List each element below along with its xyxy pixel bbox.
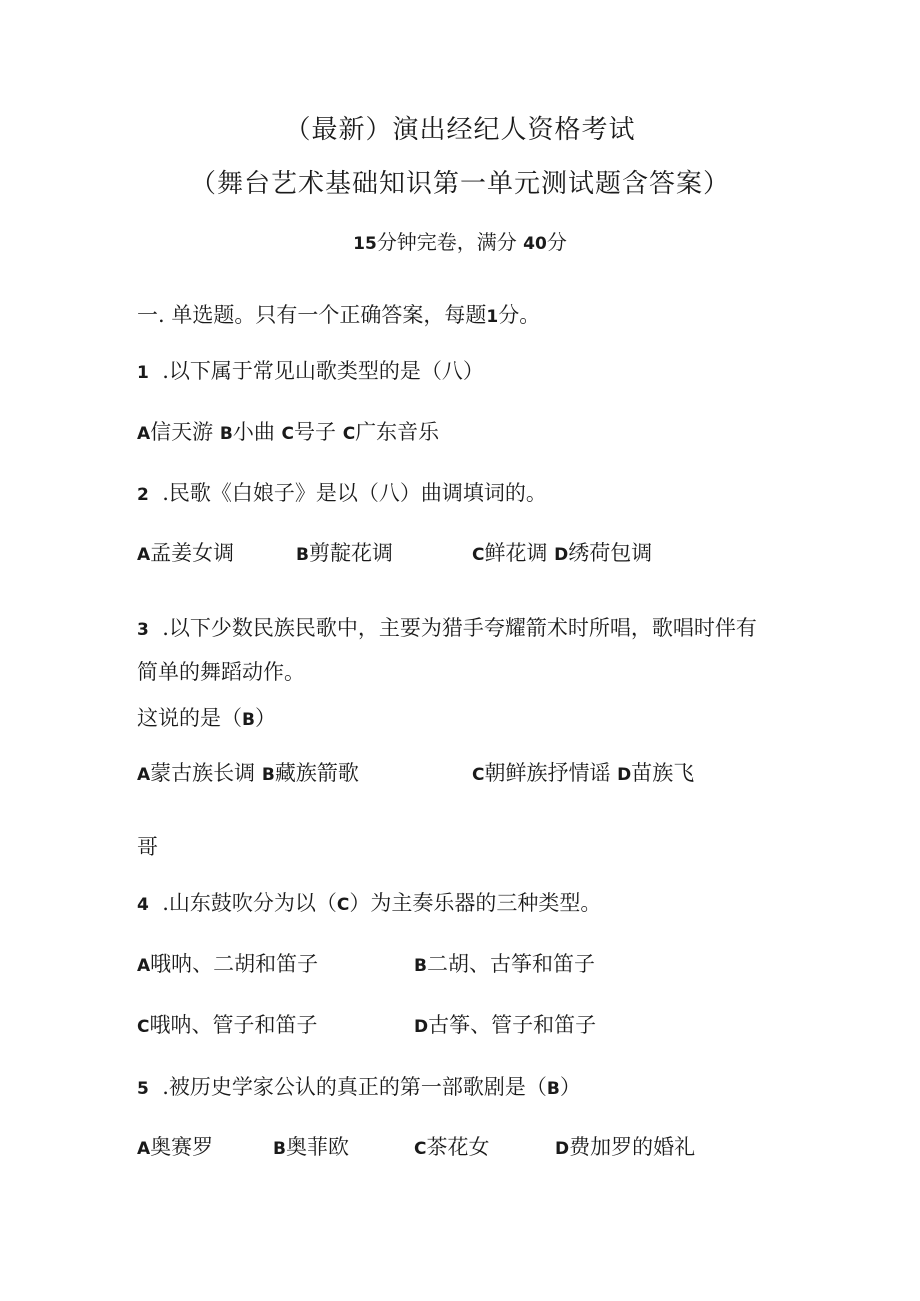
answer-letter: C [336, 895, 350, 915]
section-text1: 一. 单选题。只有一个正确答案，每题 [137, 303, 487, 327]
option-text: 绣荷包调 [568, 541, 653, 565]
question-3-stem-line1 [137, 614, 757, 644]
option-letter: C [472, 545, 485, 565]
option-text: 苗族飞 [631, 761, 695, 785]
option-letter: D [414, 1017, 429, 1037]
time-text1: 分钟完卷，满分 [376, 230, 517, 254]
option-text: 二胡、古筝和笛子 [426, 952, 595, 976]
question-5-stem [137, 1073, 581, 1103]
question-3-stem-line3 [137, 704, 276, 734]
option-b [273, 1133, 349, 1163]
total-score: 40 [523, 234, 547, 254]
question-number: 2 [137, 485, 149, 505]
option-c [137, 1011, 317, 1041]
option-text: 蒙古族长调 [150, 761, 256, 785]
question-text: .以下属于常见山歌类型的是（八） [162, 359, 484, 383]
option-text: 奥菲欧 [285, 1135, 349, 1159]
question-2-stem [137, 479, 547, 509]
answer-letter: B [546, 1079, 560, 1099]
option-letter: C [281, 424, 294, 444]
option-letter: B [414, 956, 427, 976]
option-letter: A [137, 424, 151, 444]
option-letter: D [617, 765, 632, 785]
time-text2: 分 [546, 230, 567, 254]
question-4-stem [137, 889, 601, 919]
option-d [555, 1133, 695, 1163]
question-text: ） [254, 706, 276, 730]
option-letter: C [414, 1139, 427, 1159]
option-text: 藏族箭歌 [274, 761, 359, 785]
option-b [414, 950, 595, 980]
section-point: 1 [486, 307, 499, 327]
option-letter: A [137, 956, 151, 976]
question-text: 这说的是（ [137, 706, 242, 730]
page-title-line1: （最新）演出经纪人资格考试 [284, 115, 636, 145]
option-text: 奥赛罗 [150, 1135, 214, 1159]
option-text: 哦呐、二胡和笛子 [150, 952, 319, 976]
option-a [137, 1133, 213, 1163]
question-number: 5 [137, 1079, 149, 1099]
option-text: 茶花女 [426, 1135, 490, 1159]
option-a [137, 539, 234, 569]
option-letter: D [555, 1139, 570, 1159]
question-text: ）为主奏乐器的三种类型。 [349, 891, 602, 915]
question-3-option-overflow: 哥 [137, 835, 158, 859]
question-1-options [137, 418, 439, 448]
option-letter: C [137, 1017, 150, 1037]
question-number: 1 [137, 363, 149, 383]
option-letter: C [472, 765, 485, 785]
option-letter: A [137, 545, 151, 565]
answer-letter: B [242, 710, 255, 730]
option-text: 号子 [294, 420, 336, 444]
option-letter: A [137, 1139, 151, 1159]
option-d [414, 1011, 596, 1041]
section-text2: 分。 [498, 303, 541, 327]
section-heading [137, 301, 540, 331]
option-letter: A [137, 765, 151, 785]
question-text: .民歌《白娘子》是以（八）曲调填词的。 [162, 481, 547, 505]
option-c-d [472, 759, 694, 789]
option-a-b [137, 759, 359, 789]
option-text: 鲜花调 [484, 541, 548, 565]
question-1-stem [137, 357, 484, 387]
option-letter: B [219, 424, 233, 444]
time-minutes: 15 [353, 234, 377, 254]
question-number: 4 [137, 895, 149, 915]
option-text: 费加罗的婚礼 [569, 1135, 696, 1159]
option-text: 孟姜女调 [150, 541, 235, 565]
option-text: 朝鲜族抒情谣 [484, 761, 611, 785]
option-letter: C [342, 424, 356, 444]
question-number: 3 [137, 620, 149, 640]
option-a [137, 950, 318, 980]
option-text: 古筝、管子和笛子 [428, 1013, 597, 1037]
option-text: 信天游 [150, 420, 214, 444]
option-text: 剪靛花调 [308, 541, 393, 565]
time-info [0, 228, 920, 258]
option-text: 广东音乐 [355, 420, 440, 444]
question-text: ） [559, 1075, 581, 1099]
option-letter: B [261, 765, 275, 785]
option-c-d [472, 539, 652, 569]
option-text: 哦呐、管子和笛子 [149, 1013, 318, 1037]
question-text: .被历史学家公认的真正的第一部歌剧是（ [162, 1075, 547, 1099]
option-b [296, 539, 393, 569]
question-text: .山东鼓吹分为以（ [162, 891, 337, 915]
page-title-line2: （舞台艺术基础知识第一单元测试题含答案） [189, 169, 730, 199]
option-letter: B [273, 1139, 286, 1159]
question-3-stem-line2: 简单的舞蹈动作。 [137, 660, 305, 684]
option-letter: B [296, 545, 309, 565]
option-text: 小曲 [232, 420, 275, 444]
question-text: .以下少数民族民歌中，主要为猎手夸耀箭术时所唱，歌唱时伴有 [162, 616, 757, 640]
option-c [414, 1133, 489, 1163]
option-letter: D [554, 545, 569, 565]
